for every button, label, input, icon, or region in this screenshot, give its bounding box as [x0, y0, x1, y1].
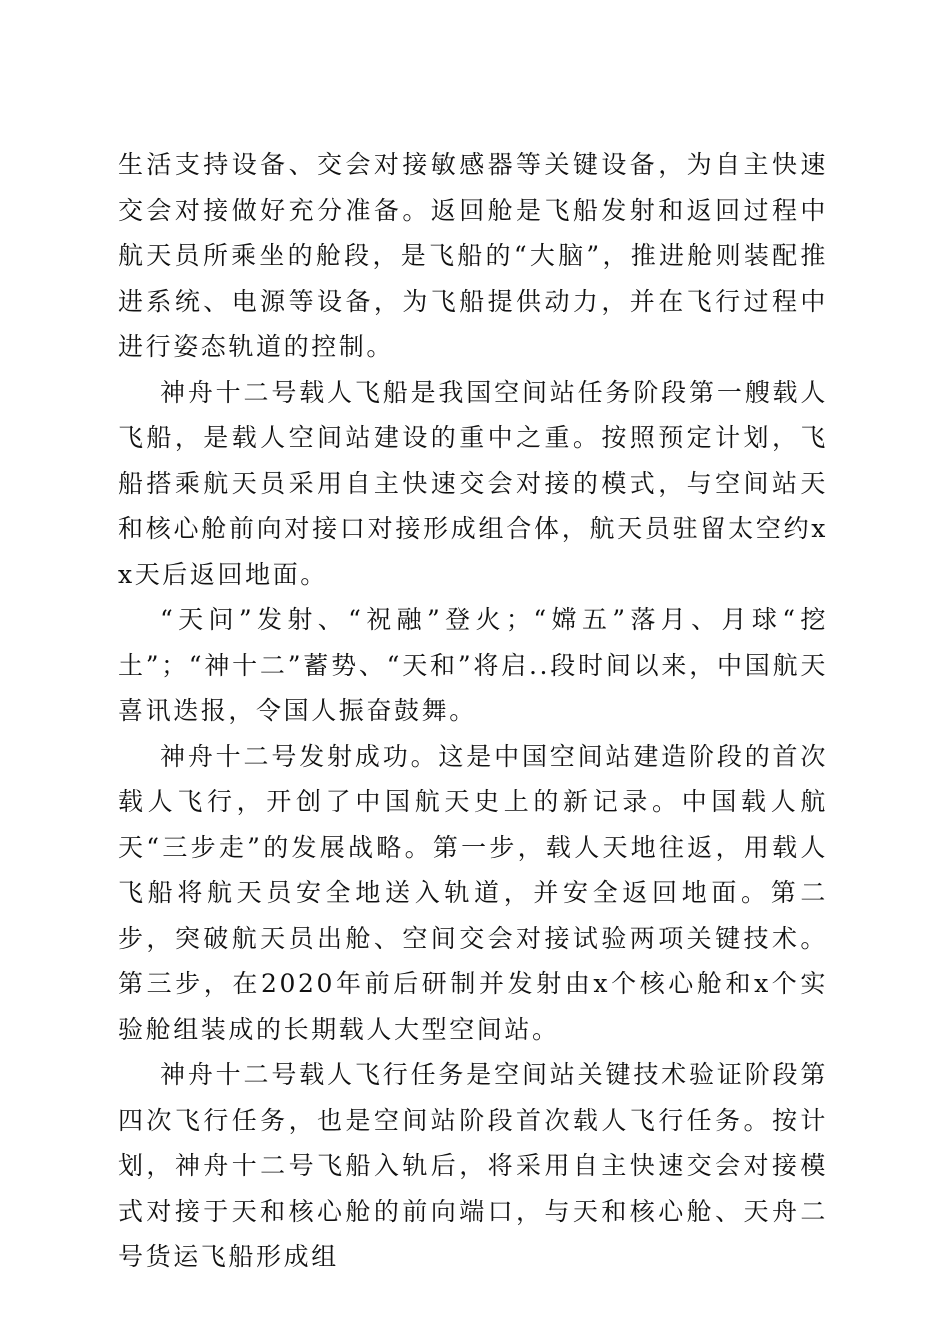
paragraph-1: 生活支持设备、交会对接敏感器等关键设备，为自主快速交会对接做好充分准备。返回舱是飞船发射和返回过程中航天员所乘坐的舱段，是飞船的“大脑”，推进舱则装配推进系统、电源等设备，为飞船提供动力，并在飞行过程中进行姿态轨道的控制。 [118, 150, 828, 361]
document-body [118, 142, 828, 1280]
paragraph-3: “天问”发射、“祝融”登火；“嫦五”落月、月球“挖土”；“神十二”蓄势、“天和”将启..段时间以来，中国航天喜讯迭报，令国人振奋鼓舞。 [118, 605, 828, 725]
paragraph-2: 神舟十二号载人飞船是我国空间站任务阶段第一艘载人飞船，是载人空间站建设的重中之重。按照预定计划，飞船搭乘航天员采用自主快速交会对接的模式，与空间站天和核心舱前向对接口对接形成组合体，航天员驻留太空约xx天后返回地面。 [118, 377, 828, 589]
paragraph-5: 神舟十二号载人飞行任务是空间站关键技术验证阶段第四次飞行任务，也是空间站阶段首次载人飞行任务。按计划，神舟十二号飞船入轨后，将采用自主快速交会对接模式对接于天和核心舱的前向端口，与天和核心舱、天舟二号货运飞船形成组 [118, 1060, 828, 1271]
paragraph-4: 神舟十二号发射成功。这是中国空间站建造阶段的首次载人飞行，开创了中国航天史上的新记录。中国载人航天“三步走”的发展战略。第一步，载人天地往返，用载人飞船将航天员安全地送入轨道，并安全返回地面。第二步，突破航天员出舱、空间交会对接试验两项关键技术。第三步，在2020年前后研制并发射由x个核心舱和x个实验舱组装成的长期载人大型空间站。 [118, 741, 828, 1044]
